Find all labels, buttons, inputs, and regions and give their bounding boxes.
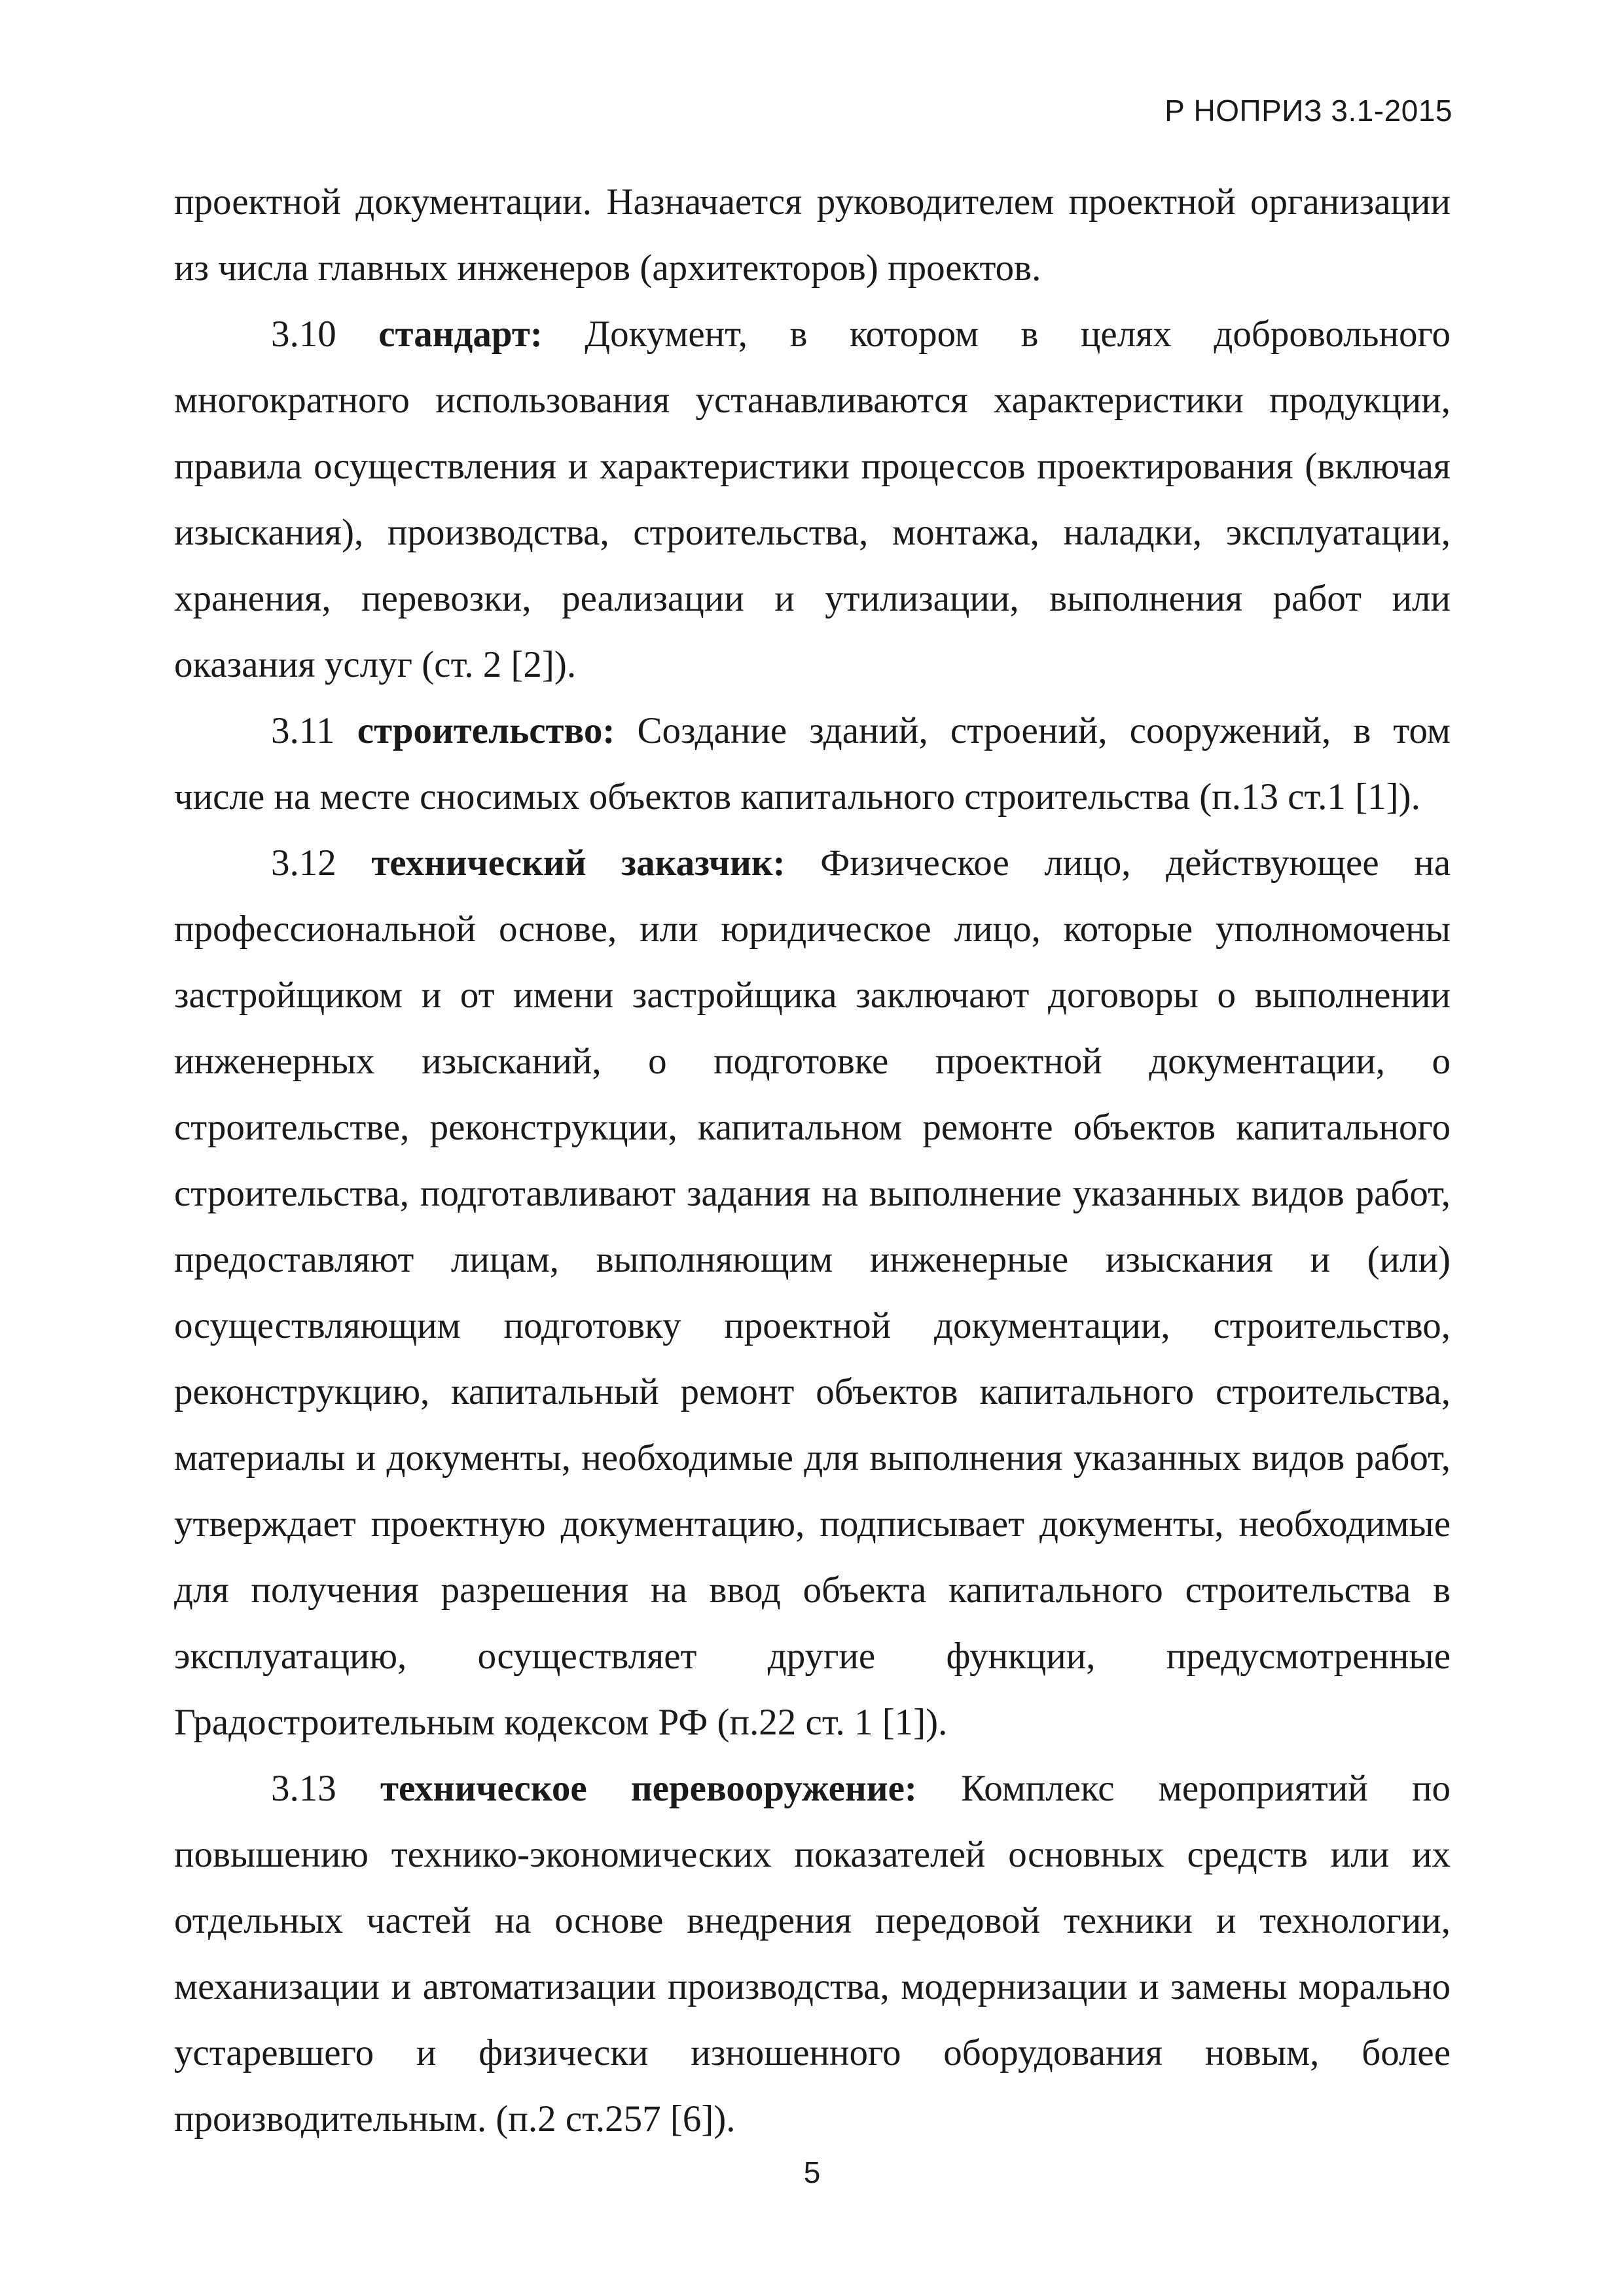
definition-number: 3.10	[271, 314, 336, 355]
definition-number: 3.11	[271, 710, 335, 751]
definition-text: Комплекс мероприятий по повышению технико-экономических показателей основных средств или их отдельных частей на основе внедрения передовой техники и технологии, механизации и автоматизации производства, модернизации и замены морально устаревшего и физически изношенного оборудования новым, более производительным. (п.2 ст.257 [6]).	[174, 1768, 1451, 2140]
definition-term: техническое перевооружение:	[380, 1768, 917, 1809]
definition-number: 3.12	[271, 842, 336, 884]
document-code-header: Р НОПРИЗ 3.1-2015	[1164, 94, 1453, 128]
definition-term: стандарт:	[378, 314, 543, 355]
definition-text: Создание зданий, строений, сооружений, в том числе на месте сносимых объектов капитального строительства (п.13 ст.1 [1]).	[174, 710, 1451, 817]
definition-3-13	[174, 1755, 1451, 2152]
document-body	[174, 169, 1451, 2152]
definition-term: строительство:	[357, 710, 615, 751]
definition-3-11	[174, 698, 1451, 830]
definition-text: Физическое лицо, действующее на профессиональной основе, или юридическое лицо, которые уполномочены застройщиком и от имени застройщика заключают договоры о выполнении инженерных изысканий, о подготовке проектной документации, о строительстве, реконструкции, капитальном ремонте объектов капитального строительства, подготавливают задания на выполнение указанных видов работ, предоставляют лицам, выполняющим инженерные изыскания и (или) осуществляющим подготовку проектной документации, строительство, реконструкцию, капитальный ремонт объектов капитального строительства, материалы и документы, необходимые для выполнения указанных видов работ, утверждает проектную документацию, подписывает документы, необходимые для получения разрешения на ввод объекта капитального строительства в эксплуатацию, осуществляет другие функции, предусмотренные Градостроительным кодексом РФ (п.22 ст. 1 [1]).	[174, 842, 1451, 1743]
definition-term: технический заказчик:	[371, 842, 785, 884]
definition-3-10	[174, 301, 1451, 698]
definition-3-12	[174, 830, 1451, 1755]
page-number: 5	[803, 2155, 821, 2189]
paragraph-text: проектной документации. Назначается руководителем проектной организации из числа главных инженеров (архитекторов) проектов.	[174, 181, 1451, 289]
definition-number: 3.13	[271, 1768, 336, 1809]
definition-text: Документ, в котором в целях добровольного многократного использования устанавливаются характеристики продукции, правила осуществления и характеристики процессов проектирования (включая изыскания), производства, строительства, монтажа, наладки, эксплуатации, хранения, перевозки, реализации и утилизации, выполнения работ или оказания услуг (ст. 2 [2]).	[174, 314, 1451, 685]
paragraph-continuation	[174, 169, 1451, 301]
